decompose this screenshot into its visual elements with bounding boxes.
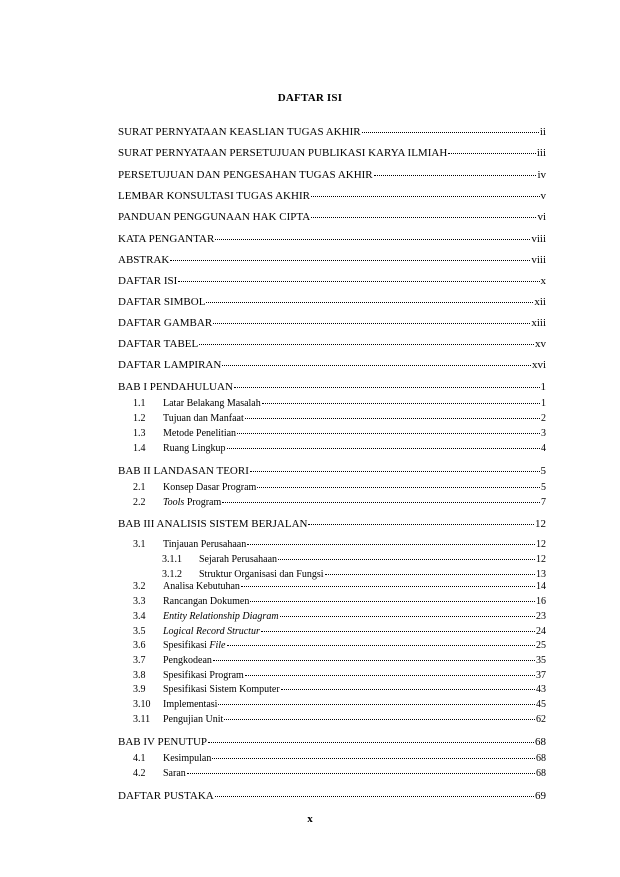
toc-entry-page: 23 <box>536 611 546 622</box>
toc-entry-label: DAFTAR TABEL <box>118 338 199 350</box>
toc-entry-number: 3.5 <box>133 626 146 637</box>
toc-entry-label: Sejarah Perusahaan <box>199 554 278 565</box>
toc-entry-page: 45 <box>536 699 546 710</box>
toc-entry-label: Konsep Dasar Program <box>163 482 257 493</box>
toc-entry <box>118 125 546 139</box>
dot-leader <box>178 281 539 282</box>
dot-leader <box>222 502 540 503</box>
toc-entry <box>118 735 546 749</box>
dot-leader <box>208 742 534 743</box>
toc-entry-label: BAB IV PENUTUP <box>118 736 208 748</box>
toc-entry-label: Pengkodean <box>163 655 212 666</box>
toc-entry-page: 5 <box>541 482 546 493</box>
toc-entry-page: ii <box>539 126 546 138</box>
toc-entry <box>133 683 546 697</box>
toc-entry-page: 12 <box>535 518 546 530</box>
toc-entry-number: 1.1 <box>133 398 146 409</box>
toc-entry-label: Logical Record Structur <box>163 626 260 637</box>
toc-entry <box>118 295 546 309</box>
dot-leader <box>170 260 530 261</box>
page-number: x <box>307 813 313 825</box>
toc-entry-label: KATA PENGANTAR <box>118 233 215 245</box>
toc-entry-page: 7 <box>541 497 546 508</box>
toc-entry <box>133 442 546 456</box>
toc-entry-page: 35 <box>536 655 546 666</box>
toc-entry <box>133 713 546 727</box>
dot-leader <box>187 773 535 774</box>
toc-entry <box>133 752 546 766</box>
toc-entry-label: Spesifikasi Sistem Komputer <box>163 684 280 695</box>
toc-entry-label: PANDUAN PENGGUNAAN HAK CIPTA <box>118 211 311 223</box>
toc-entry-page: xii <box>534 296 546 308</box>
dot-leader <box>215 796 534 797</box>
toc-entry <box>118 464 546 478</box>
toc-entry <box>118 146 546 160</box>
toc-entry <box>118 517 546 531</box>
toc-entry-label: Entity Relationship Diagram <box>163 611 279 622</box>
toc-entry-number: 4.2 <box>133 768 146 779</box>
dot-leader <box>362 132 539 133</box>
toc-entry-page: 1 <box>541 398 546 409</box>
toc-entry-page: 43 <box>536 684 546 695</box>
dot-leader <box>247 544 535 545</box>
toc-entry <box>162 553 546 567</box>
toc-entry-label: Analisa Kebutuhan <box>163 581 240 592</box>
dot-leader <box>213 660 535 661</box>
toc-entry-label: DAFTAR ISI <box>118 275 178 287</box>
toc-entry-number: 3.6 <box>133 640 146 651</box>
toc-entry-label: Spesifikasi File <box>163 640 226 651</box>
dot-leader <box>212 758 535 759</box>
toc-entry-page: viii <box>531 233 546 245</box>
toc-entry-page: 24 <box>536 626 546 637</box>
toc-entry-number: 1.3 <box>133 428 146 439</box>
toc-entry-number: 3.3 <box>133 596 146 607</box>
toc-entry <box>133 397 546 411</box>
toc-entry-label: Implementasi <box>163 699 218 710</box>
toc-entry-page: 3 <box>541 428 546 439</box>
toc-entry-page: 68 <box>535 736 546 748</box>
toc-entry-number: 1.2 <box>133 413 146 424</box>
toc-entry-page: iv <box>537 169 546 181</box>
toc-entry-number: 3.1 <box>133 539 146 550</box>
toc-entry-page: 16 <box>536 596 546 607</box>
toc-entry-label: Spesifikasi Program <box>163 670 244 681</box>
dot-leader <box>245 418 540 419</box>
toc-entry <box>133 625 546 639</box>
dot-leader <box>280 616 535 617</box>
toc-entry <box>118 253 546 267</box>
toc-entry <box>133 496 546 510</box>
toc-entry-number: 3.7 <box>133 655 146 666</box>
page-title: DAFTAR ISI <box>277 92 343 104</box>
dot-leader <box>262 403 540 404</box>
dot-leader <box>224 719 535 720</box>
toc-entry <box>133 610 546 624</box>
toc-entry <box>133 669 546 683</box>
toc-entry-page: 1 <box>540 381 546 393</box>
dot-leader <box>245 675 535 676</box>
toc-entry-number: 2.2 <box>133 497 146 508</box>
toc-entry-page: 68 <box>536 753 546 764</box>
dot-leader <box>311 217 536 218</box>
dot-leader <box>257 487 540 488</box>
toc-entry-number: 3.9 <box>133 684 146 695</box>
toc-entry-number: 2.1 <box>133 482 146 493</box>
dot-leader <box>261 631 535 632</box>
toc-entry <box>133 639 546 653</box>
toc-entry-label: Kesimpulan <box>163 753 212 764</box>
toc-entry-page: 62 <box>536 714 546 725</box>
toc-entry <box>118 210 546 224</box>
dot-leader <box>234 387 540 388</box>
dot-leader <box>206 302 533 303</box>
toc-entry-label: ABSTRAK <box>118 254 170 266</box>
toc-entry <box>118 316 546 330</box>
toc-entry-label: Saran <box>163 768 186 779</box>
toc-entry-label: Metode Penelitian <box>163 428 237 439</box>
toc-entry-number: 3.2 <box>133 581 146 592</box>
dot-leader <box>227 448 541 449</box>
toc-entry-page: 4 <box>541 443 546 454</box>
toc-entry-label: DAFTAR LAMPIRAN <box>118 359 222 371</box>
dot-leader <box>213 323 530 324</box>
toc-entry-page: 69 <box>535 790 546 802</box>
toc-entry-label: SURAT PERNYATAAN PERSETUJUAN PUBLIKASI KARYA ILMIAH <box>118 147 448 159</box>
toc-entry-number: 1.4 <box>133 443 146 454</box>
toc-entry-number: 3.11 <box>133 714 151 725</box>
toc-entry-page: 25 <box>536 640 546 651</box>
toc-entry-page: v <box>540 190 546 202</box>
toc-entry-number: 3.1.1 <box>162 554 182 565</box>
toc-entry-label: BAB I PENDAHULUAN <box>118 381 233 393</box>
dot-leader <box>222 365 531 366</box>
toc-entry-page: 13 <box>536 569 546 580</box>
dot-leader <box>250 471 540 472</box>
toc-entry <box>118 358 546 372</box>
toc-entry-page: viii <box>531 254 546 266</box>
toc-entry-label: Tujuan dan Manfaat <box>163 413 244 424</box>
toc-entry-page: x <box>540 275 546 287</box>
toc-entry-page: 37 <box>536 670 546 681</box>
toc-entry-page: vi <box>537 211 546 223</box>
toc-entry-page: 12 <box>536 539 546 550</box>
toc-entry-page: 5 <box>540 465 546 477</box>
toc-entry-label: DAFTAR PUSTAKA <box>118 790 214 802</box>
toc-entry <box>133 538 546 552</box>
toc-entry-page: 14 <box>536 581 546 592</box>
toc-entry <box>133 580 546 594</box>
toc-entry-label: Struktur Organisasi dan Fungsi <box>199 569 324 580</box>
toc-entry <box>133 767 546 781</box>
dot-leader <box>448 153 536 154</box>
toc-entry-page: 12 <box>536 554 546 565</box>
toc-entry <box>118 189 546 203</box>
dot-leader <box>308 524 534 525</box>
dot-leader <box>374 175 537 176</box>
toc-entry <box>133 427 546 441</box>
toc-entry-label: DAFTAR SIMBOL <box>118 296 206 308</box>
toc-entry-page: xvi <box>531 359 546 371</box>
toc-entry <box>133 412 546 426</box>
dot-leader <box>218 704 535 705</box>
dot-leader <box>311 196 540 197</box>
dot-leader <box>325 574 535 575</box>
dot-leader <box>215 239 530 240</box>
toc-entry-number: 4.1 <box>133 753 146 764</box>
toc-entry-page: xv <box>535 338 546 350</box>
toc-entry <box>133 698 546 712</box>
toc-entry-label: BAB III ANALISIS SISTEM BERJALAN <box>118 518 308 530</box>
toc-entry <box>133 595 546 609</box>
toc-entry-label: DAFTAR GAMBAR <box>118 317 213 329</box>
toc-entry-label: Rancangan Dokumen <box>163 596 250 607</box>
toc-entry-page: 68 <box>536 768 546 779</box>
toc-entry-label: Tools Program <box>163 497 222 508</box>
dot-leader <box>227 645 536 646</box>
toc-entry-label: PERSETUJUAN DAN PENGESAHAN TUGAS AKHIR <box>118 169 373 181</box>
dot-leader <box>250 601 535 602</box>
toc-entry-page: xiii <box>531 317 546 329</box>
dot-leader <box>199 344 534 345</box>
dot-leader <box>241 586 535 587</box>
toc-entry-number: 3.1.2 <box>162 569 182 580</box>
dot-leader <box>237 433 540 434</box>
toc-entry <box>118 168 546 182</box>
dot-leader <box>281 689 535 690</box>
toc-entry-page: 2 <box>541 413 546 424</box>
toc-entry-label: Tinjauan Perusahaan <box>163 539 247 550</box>
toc-entry-number: 3.4 <box>133 611 146 622</box>
toc-entry <box>118 274 546 288</box>
dot-leader <box>278 559 535 560</box>
toc-entry-label: Latar Belakang Masalah <box>163 398 261 409</box>
toc-entry-label: LEMBAR KONSULTASI TUGAS AKHIR <box>118 190 310 202</box>
toc-entry-number: 3.8 <box>133 670 146 681</box>
toc-entry-label: SURAT PERNYATAAN KEASLIAN TUGAS AKHIR <box>118 126 361 138</box>
toc-entry <box>118 337 546 351</box>
toc-entry <box>133 481 546 495</box>
toc-entry <box>133 654 546 668</box>
toc-entry-label: Ruang Lingkup <box>163 443 226 454</box>
toc-entry <box>118 232 546 246</box>
toc-entry-label: BAB II LANDASAN TEORI <box>118 465 249 477</box>
toc-entry-page: iii <box>536 147 546 159</box>
toc-entry-label: Pengujian Unit <box>163 714 224 725</box>
toc-entry <box>118 789 546 803</box>
toc-entry <box>118 380 546 394</box>
toc-entry-number: 3.10 <box>133 699 151 710</box>
